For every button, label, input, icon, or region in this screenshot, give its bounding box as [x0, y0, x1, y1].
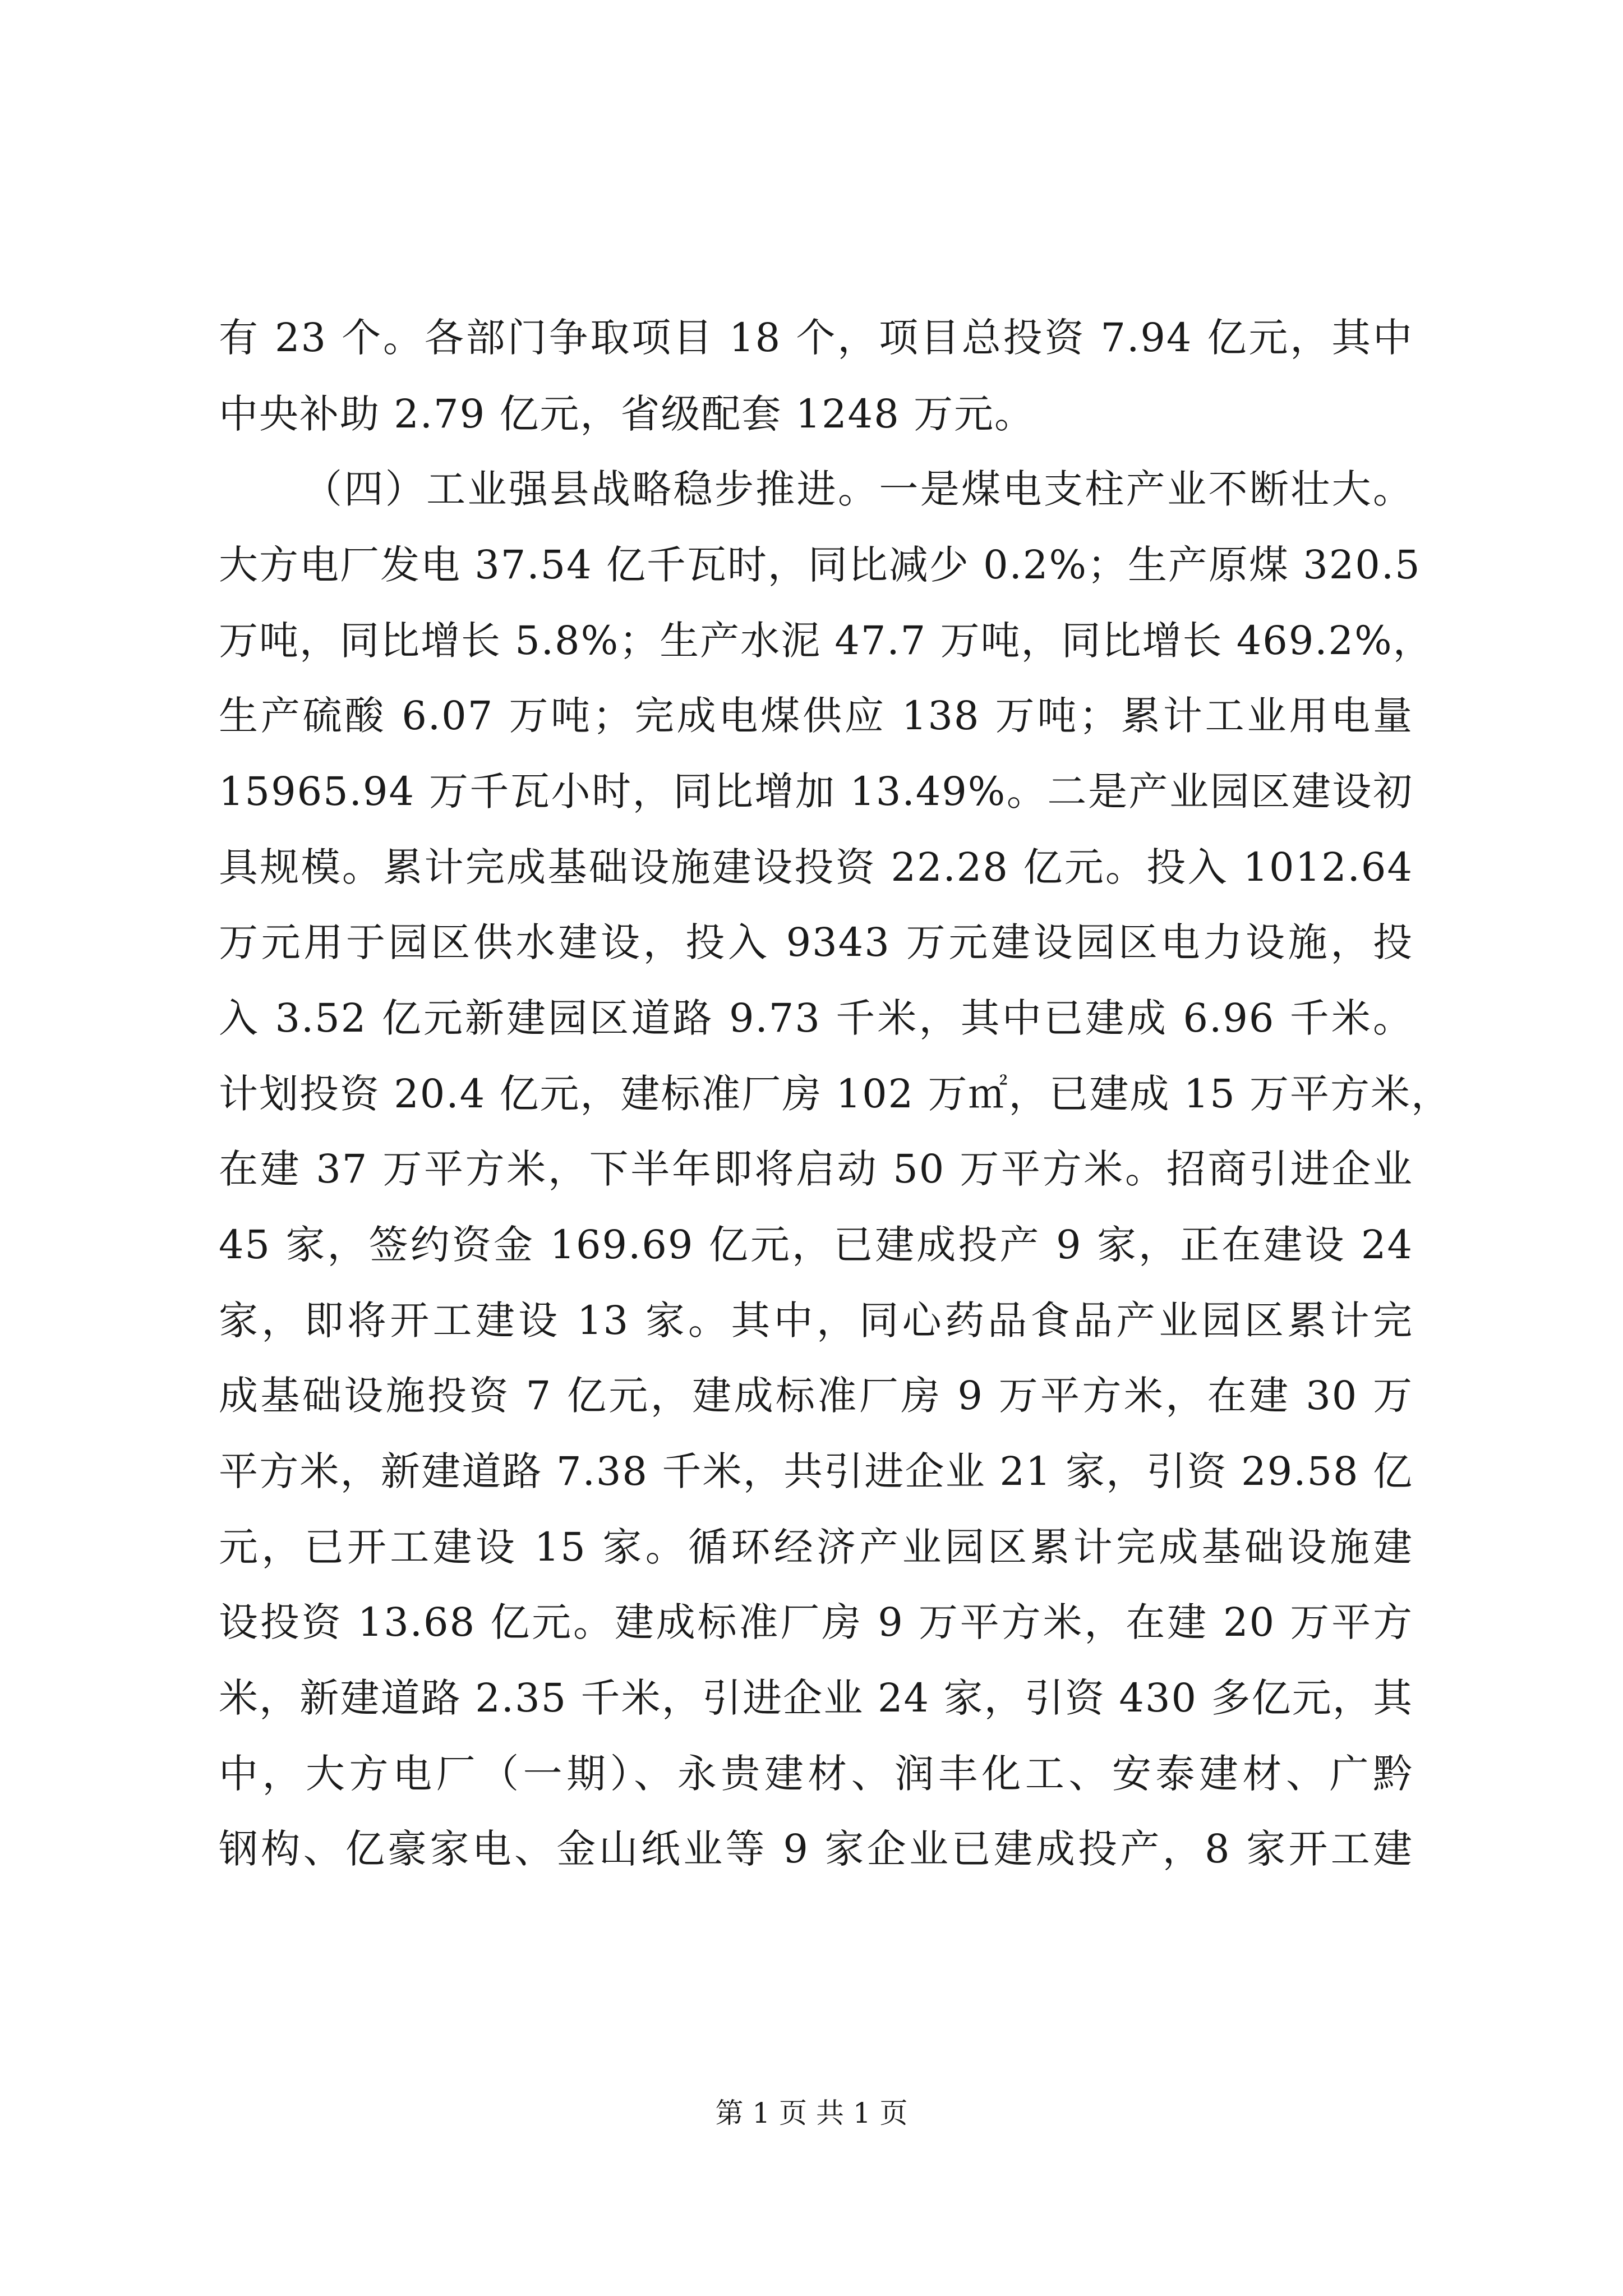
- text-line-5: 万吨，同比增长 5.8%；生产水泥 47.7 万吨，同比增长 469.2%，: [219, 618, 1433, 664]
- text-line-3: （四）工业强县战略稳步推进。一是煤电支柱产业不断壮大。: [303, 466, 1413, 512]
- text-line-8: 具规模。累计完成基础设施建设投资 22.28 亿元。投入 1012.64: [219, 844, 1413, 890]
- text-line-2: 中央补助 2.79 亿元，省级配套 1248 万元。: [219, 391, 1035, 437]
- text-line-18: 设投资 13.68 亿元。建成标准厂房 9 万平方米，在建 20 万平方: [219, 1599, 1413, 1645]
- text-line-1: 有 23 个。各部门争取项目 18 个，项目总投资 7.94 亿元，其中: [219, 315, 1413, 361]
- text-line-10: 入 3.52 亿元新建园区道路 9.73 千米，其中已建成 6.96 千米。: [219, 995, 1413, 1041]
- text-line-7: 15965.94 万千瓦小时，同比增加 13.49%。二是产业园区建设初: [219, 769, 1413, 815]
- text-line-9: 万元用于园区供水建设，投入 9343 万元建设园区电力设施，投: [219, 919, 1413, 965]
- text-line-17: 元，已开工建设 15 家。循环经济产业园区累计完成基础设施建: [219, 1524, 1413, 1570]
- text-line-19: 米，新建道路 2.35 千米，引进企业 24 家，引资 430 多亿元，其: [219, 1675, 1413, 1721]
- text-line-4: 大方电厂发电 37.54 亿千瓦时，同比减少 0.2%；生产原煤 320.5: [219, 542, 1421, 588]
- text-line-16: 平方米，新建道路 7.38 千米，共引进企业 21 家，引资 29.58 亿: [219, 1448, 1413, 1494]
- text-line-20: 中，大方电厂（一期）、永贵建材、润丰化工、安泰建材、广黔: [219, 1751, 1413, 1797]
- text-line-6: 生产硫酸 6.07 万吨；完成电煤供应 138 万吨；累计工业用电量: [219, 693, 1413, 739]
- text-line-12: 在建 37 万平方米，下半年即将启动 50 万平方米。招商引进企业: [219, 1146, 1413, 1192]
- page-footer: 第 1 页 共 1 页: [715, 2097, 908, 2129]
- text-line-15: 成基础设施投资 7 亿元，建成标准厂房 9 万平方米，在建 30 万: [219, 1373, 1413, 1419]
- text-line-14: 家，即将开工建设 13 家。其中，同心药品食品产业园区累计完: [219, 1297, 1413, 1343]
- text-line-21: 钢构、亿豪家电、金山纸业等 9 家企业已建成投产，8 家开工建: [219, 1826, 1413, 1872]
- text-line-11: 计划投资 20.4 亿元，建标准厂房 102 万㎡，已建成 15 万平方米，: [219, 1071, 1452, 1117]
- text-line-13: 45 家，签约资金 169.69 亿元，已建成投产 9 家，正在建设 24: [219, 1222, 1413, 1268]
